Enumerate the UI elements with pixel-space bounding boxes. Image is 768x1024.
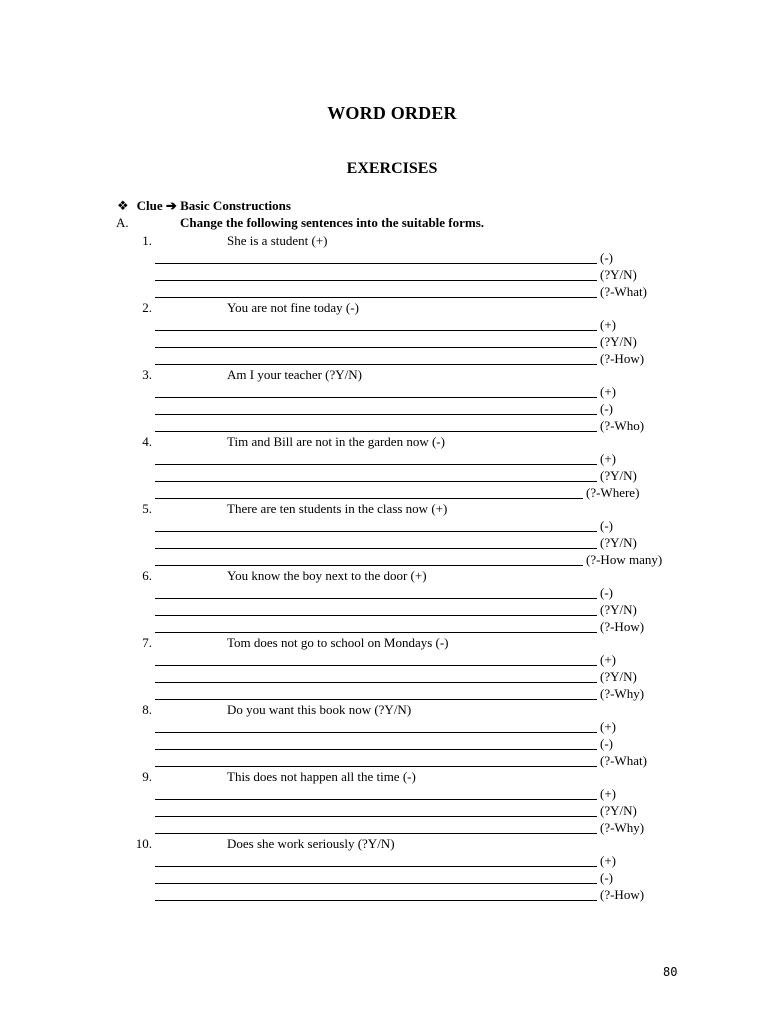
answer-blank[interactable]: [155, 297, 597, 298]
answer-form-label: (-): [600, 518, 613, 533]
answer-form-label: (?-How): [600, 619, 645, 634]
answer-form-label: (?-Why): [600, 686, 645, 701]
answer-blank[interactable]: [155, 749, 597, 750]
exercise-sentence: Tom does not go to school on Mondays (-): [227, 635, 449, 650]
answer-form-label: (?Y/N): [600, 803, 637, 818]
answer-form-label: (-): [600, 585, 613, 600]
exercise-number: 9.: [142, 769, 152, 784]
exercise-item: [0, 702, 768, 769]
exercise-number: 8.: [142, 702, 152, 717]
exercise-item: [0, 367, 768, 434]
answer-blank[interactable]: [155, 615, 597, 616]
exercise-item: [0, 836, 768, 903]
answer-blank[interactable]: [155, 766, 597, 767]
answer-blank[interactable]: [155, 481, 597, 482]
exercise-number: 4.: [142, 434, 152, 449]
section-subtitle: EXERCISES: [346, 160, 438, 177]
answer-form-label: (?Y/N): [600, 535, 637, 550]
answer-blank[interactable]: [155, 799, 597, 800]
exercise-item: [0, 501, 768, 568]
exercise-item: [0, 769, 768, 836]
answer-blank[interactable]: [155, 498, 583, 499]
answer-blank[interactable]: [155, 263, 597, 264]
answer-form-label: (-): [600, 250, 613, 265]
exercise-sentence: Does she work seriously (?Y/N): [227, 836, 395, 851]
answer-blank[interactable]: [155, 883, 597, 884]
answer-form-label: (?-How): [600, 351, 645, 366]
answer-form-label: (?-What): [600, 753, 647, 768]
exercise-sentence: You are not fine today (-): [227, 300, 359, 315]
answer-blank[interactable]: [155, 699, 597, 700]
answer-blank[interactable]: [155, 665, 597, 666]
exercise-item: [0, 568, 768, 635]
answer-blank[interactable]: [155, 548, 597, 549]
answer-blank[interactable]: [155, 632, 597, 633]
exercise-list: [0, 233, 768, 903]
answer-blank[interactable]: [155, 414, 597, 415]
answer-blank[interactable]: [155, 431, 597, 432]
answer-form-label: (?-What): [600, 284, 647, 299]
answer-form-label: (?-Why): [600, 820, 645, 835]
page-number: 80: [663, 965, 678, 979]
answer-form-label: (+): [600, 652, 616, 667]
section-heading: [116, 215, 485, 231]
exercise-number: 7.: [142, 635, 152, 650]
answer-form-label: (?Y/N): [600, 669, 637, 684]
answer-blank[interactable]: [155, 464, 597, 465]
answer-form-label: (+): [600, 317, 616, 332]
exercise-number: 3.: [142, 367, 152, 382]
answer-blank[interactable]: [155, 531, 597, 532]
answer-blank[interactable]: [155, 330, 597, 331]
answer-blank[interactable]: [155, 866, 597, 867]
answer-form-label: (+): [600, 384, 616, 399]
answer-form-label: (?Y/N): [600, 602, 637, 617]
exercise-item: [0, 434, 768, 501]
answer-blank[interactable]: [155, 280, 597, 281]
section-instruction: Change the following sentences into the suitable forms.: [180, 215, 485, 230]
answer-form-label: (?Y/N): [600, 334, 637, 349]
diamond-bullet-icon: ❖: [117, 198, 129, 213]
arrow-right-icon: ➔: [165, 198, 177, 213]
exercise-sentence: She is a student (+): [227, 233, 328, 248]
answer-form-label: (-): [600, 401, 613, 416]
exercise-number: 1.: [142, 233, 152, 248]
answer-blank[interactable]: [155, 732, 597, 733]
clue-topic: Basic Constructions: [180, 198, 291, 213]
answer-form-label: (+): [600, 451, 616, 466]
answer-blank[interactable]: [155, 833, 597, 834]
answer-blank[interactable]: [155, 816, 597, 817]
answer-form-label: (+): [600, 786, 616, 801]
section-letter: A.: [116, 215, 129, 230]
answer-blank[interactable]: [155, 347, 597, 348]
clue-label: Clue: [136, 198, 163, 213]
exercise-sentence: Do you want this book now (?Y/N): [227, 702, 412, 717]
answer-blank[interactable]: [155, 900, 597, 901]
answer-form-label: (+): [600, 853, 616, 868]
answer-form-label: (?-How many): [586, 552, 663, 567]
exercise-item: [0, 635, 768, 702]
answer-form-label: (?Y/N): [600, 267, 637, 282]
answer-form-label: (?-How): [600, 887, 645, 902]
clue-line: [117, 198, 291, 214]
exercise-item: [0, 300, 768, 367]
exercise-sentence: You know the boy next to the door (+): [227, 568, 427, 583]
answer-blank[interactable]: [155, 397, 597, 398]
exercise-sentence: Tim and Bill are not in the garden now (-): [227, 434, 445, 449]
exercise-item: [0, 233, 768, 300]
answer-blank[interactable]: [155, 565, 583, 566]
answer-form-label: (?-Where): [586, 485, 640, 500]
answer-form-label: (?-Who): [600, 418, 645, 433]
exercise-number: 6.: [142, 568, 152, 583]
answer-blank[interactable]: [155, 598, 597, 599]
exercise-sentence: There are ten students in the class now (+): [227, 501, 448, 516]
answer-blank[interactable]: [155, 682, 597, 683]
exercise-number: 2.: [142, 300, 152, 315]
answer-form-label: (-): [600, 736, 613, 751]
answer-form-label: (-): [600, 870, 613, 885]
answer-form-label: (?Y/N): [600, 468, 637, 483]
page-title: WORD ORDER: [327, 103, 457, 123]
answer-form-label: (+): [600, 719, 616, 734]
exercise-number: 5.: [142, 501, 152, 516]
exercise-sentence: Am I your teacher (?Y/N): [227, 367, 362, 382]
exercise-sentence: This does not happen all the time (-): [227, 769, 416, 784]
answer-blank[interactable]: [155, 364, 597, 365]
exercise-number: 10.: [135, 836, 152, 851]
